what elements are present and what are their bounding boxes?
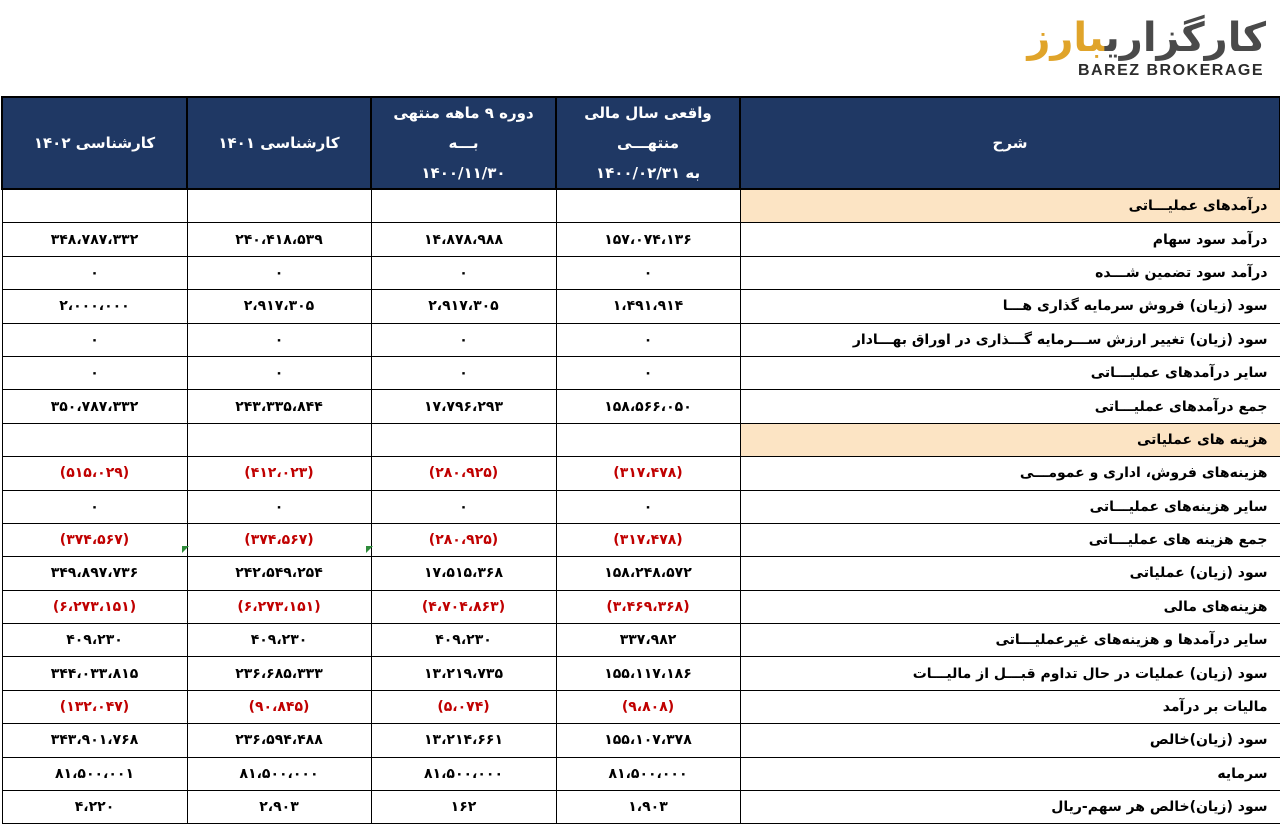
financial-statement-table	[1, 96, 1280, 824]
row-value-v4: ۰	[2, 256, 187, 289]
row-value-v1: ۱۵۸،۵۶۶،۰۵۰	[556, 390, 740, 423]
table-row	[2, 457, 1280, 490]
row-value-v3: ۴۰۹،۲۳۰	[187, 624, 371, 657]
row-value-v3: ۰	[187, 490, 371, 523]
row-value-v2: ۰	[371, 356, 556, 389]
row-value-v2: ۰	[371, 323, 556, 356]
brand-name-fa-main: کارگزاری	[1104, 15, 1266, 61]
row-value-v1: ۱،۴۹۱،۹۱۴	[556, 290, 740, 323]
header-9month-line2: ۱۴۰۰/۱۱/۳۰	[421, 164, 506, 182]
row-value-v3: ۲۳۶،۶۸۵،۳۳۳	[187, 657, 371, 690]
table-row	[2, 390, 1280, 423]
row-value-v4: ۳۴۸،۷۸۷،۳۳۲	[2, 223, 187, 256]
row-value-v4: ۸۱،۵۰۰،۰۰۱	[2, 757, 187, 790]
row-value-v1: ۱۵۷،۰۷۴،۱۳۶	[556, 223, 740, 256]
row-value-v4: ۳۴۹،۸۹۷،۷۳۶	[2, 557, 187, 590]
row-value-v1: ۰	[556, 356, 740, 389]
row-value-v1: ۸۱،۵۰۰،۰۰۰	[556, 757, 740, 790]
row-value-v1: ۰	[556, 490, 740, 523]
row-label: سود (زیان)خالص هر سهم-ریال	[740, 791, 1280, 824]
row-value-v4: (۳۷۴،۵۶۷)	[2, 523, 187, 556]
header-9month-line1: دوره ۹ ماهه منتهی بـــه	[393, 104, 534, 152]
row-value-v2: ۲،۹۱۷،۳۰۵	[371, 290, 556, 323]
cell-comment-marker	[366, 546, 373, 553]
row-label: سایر درآمدهای عملیـــاتی	[740, 356, 1280, 389]
table-row	[2, 356, 1280, 389]
row-value-v4: ۰	[2, 323, 187, 356]
row-value-v2: ۱۴،۸۷۸،۹۸۸	[371, 223, 556, 256]
row-value-v4: ۴۰۹،۲۳۰	[2, 624, 187, 657]
row-value-v2	[371, 189, 556, 223]
row-label: سود (زیان) عملیات در حال تداوم قبـــل از مالیـــات	[740, 657, 1280, 690]
row-label: سرمایه	[740, 757, 1280, 790]
row-value-v1: (۳،۴۶۹،۳۶۸)	[556, 590, 740, 623]
row-value-v4: ۳۴۴،۰۳۳،۸۱۵	[2, 657, 187, 690]
row-value-v1	[556, 189, 740, 223]
row-value-v1: ۰	[556, 323, 740, 356]
table-row	[2, 223, 1280, 256]
row-value-v1: ۱۵۵،۱۰۷،۳۷۸	[556, 724, 740, 757]
row-value-v2: (۲۸۰،۹۲۵)	[371, 523, 556, 556]
row-value-v3: (۶،۲۷۳،۱۵۱)	[187, 590, 371, 623]
row-value-v4: ۳۵۰،۷۸۷،۳۳۲	[2, 390, 187, 423]
header-actual-line1: واقعی سال مالی منتهـــی	[584, 104, 712, 152]
row-value-v4: ۳۴۳،۹۰۱،۷۶۸	[2, 724, 187, 757]
row-label: سود (زیان) عملیاتی	[740, 557, 1280, 590]
table-row	[2, 757, 1280, 790]
row-value-v3: ۰	[187, 356, 371, 389]
row-label: سود (زیان) فروش سرمایه گذاری هـــا	[740, 290, 1280, 323]
row-value-v3: ۸۱،۵۰۰،۰۰۰	[187, 757, 371, 790]
row-value-v4	[2, 189, 187, 223]
brand-name-fa-accent: بارز	[1027, 15, 1105, 61]
row-value-v1: ۱،۹۰۳	[556, 791, 740, 824]
row-value-v1: (۳۱۷،۴۷۸)	[556, 523, 740, 556]
row-value-v2: ۰	[371, 256, 556, 289]
row-value-v1: ۱۵۸،۲۴۸،۵۷۲	[556, 557, 740, 590]
header-forecast-1402: کارشناسی ۱۴۰۲	[2, 97, 187, 189]
row-label: هزینه‌های فروش، اداری و عمومـــی	[740, 457, 1280, 490]
table-row	[2, 590, 1280, 623]
row-value-v2: (۵،۰۷۴)	[371, 690, 556, 723]
row-value-v2: ۱۳،۲۱۹،۷۳۵	[371, 657, 556, 690]
brand-name-fa	[1006, 14, 1266, 62]
row-value-v1: (۳۱۷،۴۷۸)	[556, 457, 740, 490]
row-label: هزینه های عملیاتی	[740, 423, 1280, 456]
row-value-v3: (۴۱۲،۰۲۳)	[187, 457, 371, 490]
table-header-row	[2, 97, 1280, 189]
row-label: سود (زیان)خالص	[740, 724, 1280, 757]
header-9month	[371, 97, 556, 189]
table-row	[2, 290, 1280, 323]
row-value-v3: (۳۷۴،۵۶۷)	[187, 523, 371, 556]
row-value-v4: ۲،۰۰۰،۰۰۰	[2, 290, 187, 323]
cell-comment-marker	[182, 546, 189, 553]
row-value-v3: ۲۳۶،۵۹۴،۴۸۸	[187, 724, 371, 757]
row-value-v3: ۲،۹۱۷،۳۰۵	[187, 290, 371, 323]
row-label: جمع درآمدهای عملیـــاتی	[740, 390, 1280, 423]
table-row	[2, 557, 1280, 590]
row-value-v2: (۲۸۰،۹۲۵)	[371, 457, 556, 490]
row-label: هزینه‌های مالی	[740, 590, 1280, 623]
row-value-v4: (۱۳۲،۰۴۷)	[2, 690, 187, 723]
row-value-v1: (۹،۸۰۸)	[556, 690, 740, 723]
row-label: سایر درآمدها و هزینه‌های غیرعملیـــاتی	[740, 624, 1280, 657]
table-row	[2, 657, 1280, 690]
row-label: سود (زیان) تغییر ارزش ســـرمایه گـــذاری در اوراق بهـــادار	[740, 323, 1280, 356]
table-row	[2, 490, 1280, 523]
row-value-v4: (۵۱۵،۰۲۹)	[2, 457, 187, 490]
row-value-v4: ۰	[2, 356, 187, 389]
row-value-v1: ۰	[556, 256, 740, 289]
table-row	[2, 724, 1280, 757]
row-value-v3	[187, 189, 371, 223]
row-value-v2: ۸۱،۵۰۰،۰۰۰	[371, 757, 556, 790]
row-value-v2: ۱۷،۷۹۶،۲۹۳	[371, 390, 556, 423]
table-row	[2, 690, 1280, 723]
table-row	[2, 323, 1280, 356]
table-row	[2, 624, 1280, 657]
row-label: جمع هزینه های عملیـــاتی	[740, 523, 1280, 556]
row-value-v2: ۴۰۹،۲۳۰	[371, 624, 556, 657]
row-label: سایر هزینه‌های عملیـــاتی	[740, 490, 1280, 523]
header-actual-line2: به ۱۴۰۰/۰۲/۳۱	[595, 164, 701, 182]
row-value-v3: ۰	[187, 323, 371, 356]
brand-name-en: BAREZ BROKERAGE	[1077, 62, 1264, 79]
row-value-v1: ۱۵۵،۱۱۷،۱۸۶	[556, 657, 740, 690]
row-value-v2: ۱۷،۵۱۵،۳۶۸	[371, 557, 556, 590]
row-value-v3	[187, 423, 371, 456]
header-actual-1400	[556, 97, 740, 189]
row-value-v4: (۶،۲۷۳،۱۵۱)	[2, 590, 187, 623]
row-value-v3: ۰	[187, 256, 371, 289]
table-row	[2, 791, 1280, 824]
table-row	[2, 523, 1280, 556]
table-row	[2, 256, 1280, 289]
row-value-v2: ۰	[371, 490, 556, 523]
row-value-v2: ۱۶۲	[371, 791, 556, 824]
row-value-v3: (۹۰،۸۴۵)	[187, 690, 371, 723]
table-row	[2, 423, 1280, 456]
row-value-v4: ۰	[2, 490, 187, 523]
row-value-v3: ۲۴۲،۵۴۹،۲۵۴	[187, 557, 371, 590]
table-row	[2, 189, 1280, 223]
row-value-v1	[556, 423, 740, 456]
header-desc: شرح	[740, 97, 1280, 189]
brand-logo	[1006, 14, 1266, 84]
header-forecast-1401: کارشناسی ۱۴۰۱	[187, 97, 371, 189]
row-value-v4: ۴،۲۲۰	[2, 791, 187, 824]
row-value-v3: ۲۴۰،۴۱۸،۵۳۹	[187, 223, 371, 256]
row-value-v1: ۳۳۷،۹۸۲	[556, 624, 740, 657]
row-value-v2	[371, 423, 556, 456]
row-label: درآمدهای عملیـــاتی	[740, 189, 1280, 223]
row-label: درآمد سود تضمین شـــده	[740, 256, 1280, 289]
row-value-v2: (۴،۷۰۴،۸۶۳)	[371, 590, 556, 623]
row-label: درآمد سود سهام	[740, 223, 1280, 256]
row-value-v4	[2, 423, 187, 456]
row-value-v2: ۱۳،۲۱۴،۶۶۱	[371, 724, 556, 757]
row-value-v3: ۲،۹۰۳	[187, 791, 371, 824]
row-value-v3: ۲۴۳،۳۳۵،۸۴۴	[187, 390, 371, 423]
row-label: مالیات بر درآمد	[740, 690, 1280, 723]
